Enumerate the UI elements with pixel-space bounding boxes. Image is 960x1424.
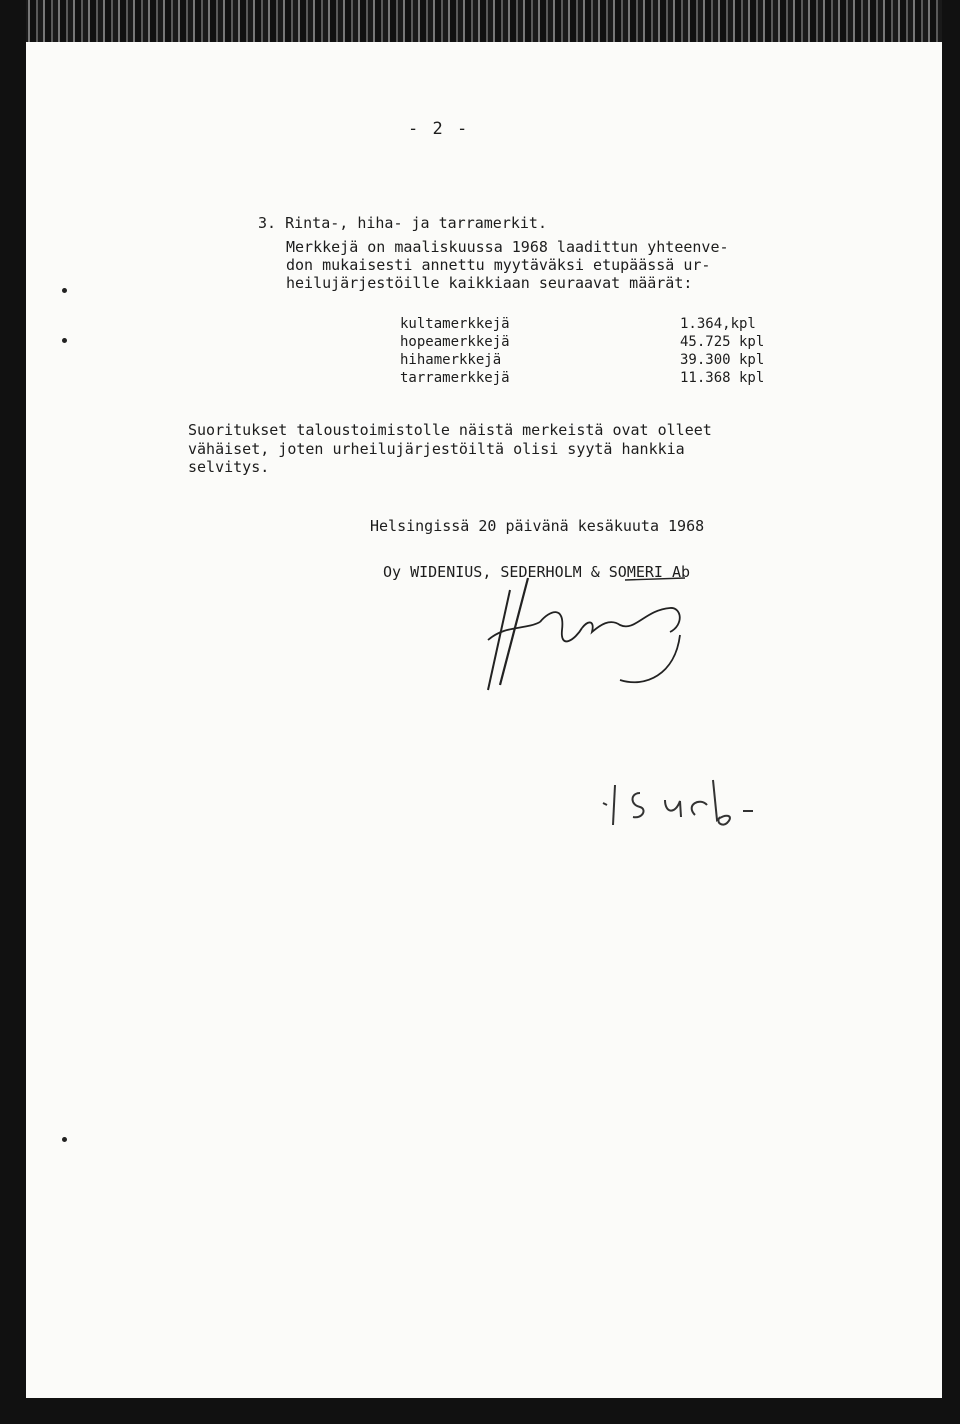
- badge-name-sleeve: hihamerkkejä: [400, 352, 502, 368]
- intro-line-3: heilujärjestöille kaikkiaan seuraavat määrät:: [286, 274, 693, 292]
- badge-quantity-sleeve: 39.300 kpl: [680, 352, 765, 368]
- paragraph-line-2: vähäiset, joten urheilujärjestöiltä olisi syytä hankkia: [188, 440, 685, 458]
- company-name: Oy WIDENIUS, SEDERHOLM & SOMERI Ab: [383, 563, 691, 581]
- handwritten-signature: [470, 570, 700, 700]
- margin-dot: [62, 338, 67, 343]
- paragraph-line-1: Suoritukset taloustoimistolle näistä merkeistä ovat olleet: [188, 421, 712, 439]
- badge-quantity-silver: 45.725 kpl: [680, 334, 765, 350]
- badge-quantity-sticker: 11.368 kpl: [680, 370, 765, 386]
- badge-name-sticker: tarramerkkejä: [400, 370, 510, 386]
- intro-line-1: Merkkejä on maaliskuussa 1968 laadittun yhteenve-: [286, 238, 729, 256]
- margin-dot: [62, 288, 67, 293]
- page-number: - 2 -: [408, 119, 470, 139]
- badge-name-silver: hopeamerkkejä: [400, 334, 510, 350]
- place-and-date: Helsingissä 20 päivänä kesäkuuta 1968: [370, 517, 705, 535]
- section-heading: 3. Rinta-, hiha- ja tarramerkit.: [258, 214, 547, 232]
- paragraph-line-3: selvitys.: [188, 458, 270, 476]
- badge-quantity-gold: 1.364,kpl: [680, 316, 756, 332]
- margin-dot: [62, 1137, 67, 1142]
- intro-line-2: don mukaisesti annettu myytäväksi etupäässä ur-: [286, 256, 711, 274]
- badge-name-gold: kultamerkkejä: [400, 316, 510, 332]
- handwritten-initials: [585, 775, 770, 835]
